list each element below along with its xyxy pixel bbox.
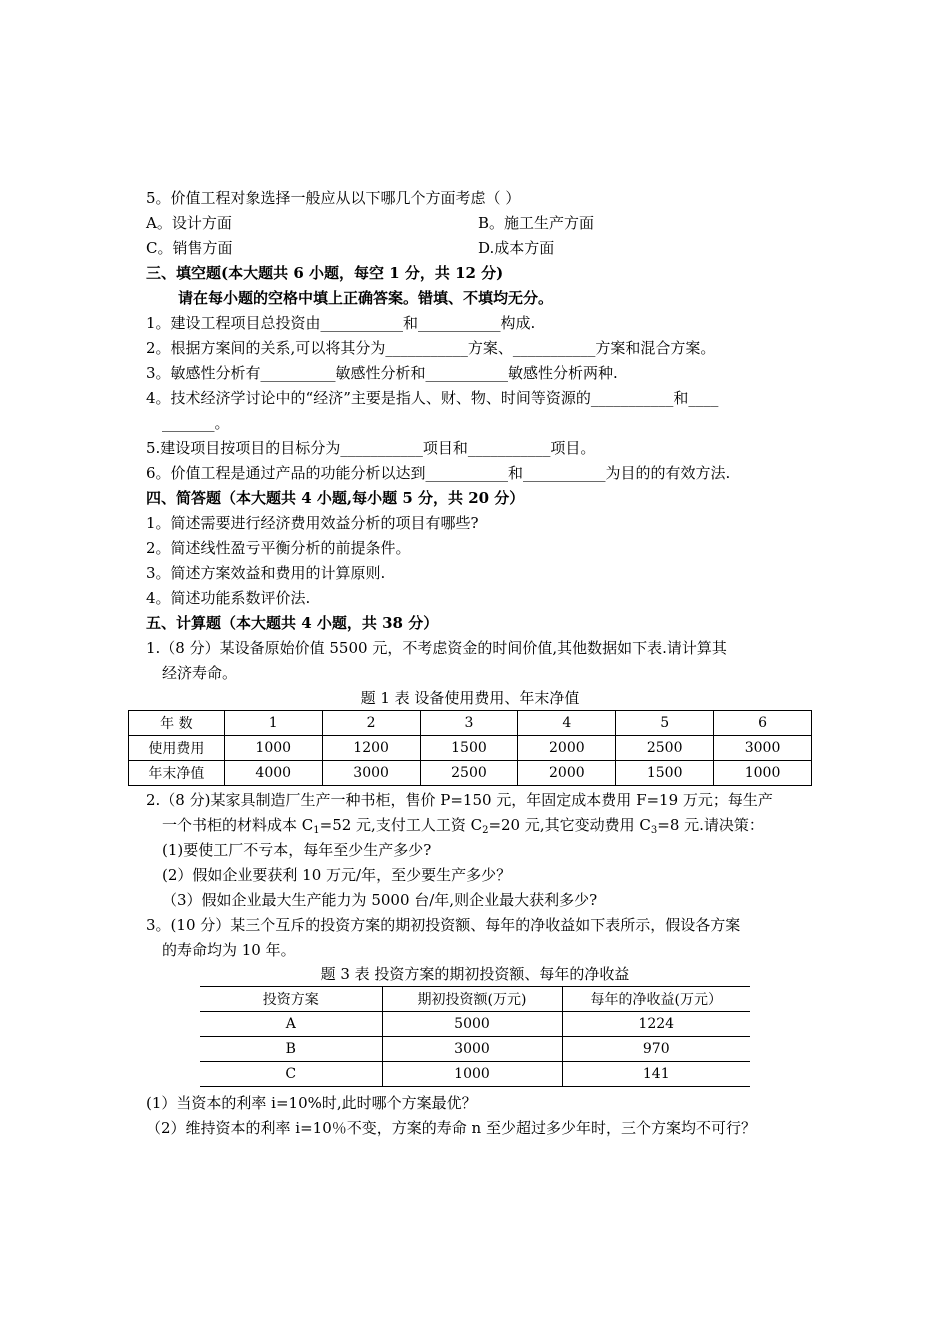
problem1-line2: 经济寿命。	[162, 664, 238, 682]
q5-option-c: C。销售方面	[146, 239, 233, 257]
q5-stem: 5。价值工程对象选择一般应从以下哪几个方面考虑（ ）	[146, 189, 521, 207]
problem2-sub-3: （3）假如企业最大生产能力为 5000 台/年,则企业最大获利多少?	[162, 891, 598, 909]
q5-option-a: A。设计方面	[146, 214, 232, 232]
table3-cell: 3000	[382, 1037, 562, 1062]
table1-cell: 4	[518, 711, 616, 736]
table1-cell: 3	[420, 711, 518, 736]
table3-row	[200, 1037, 750, 1062]
table3-cell: 1224	[562, 1012, 750, 1037]
fill-item-5: 5.建设项目按项目的目标分为___________项目和___________项目。	[146, 439, 596, 457]
table3-cell: 1000	[382, 1062, 562, 1087]
problem3-question-2: （2）维持资本的利率 i=10％不变，方案的寿命 n 至少超过多少年时，三个方案均不可行？	[146, 1119, 756, 1137]
problem2-sub-2: (2）假如企业要获利 10 万元/年，至少要生产多少？	[162, 866, 512, 884]
subscript: 3	[650, 825, 658, 836]
table1-cell: 使用费用	[129, 736, 225, 761]
table1-cell: 3000	[322, 761, 420, 786]
table3-header-cell: 每年的净收益(万元）	[562, 987, 750, 1012]
table1-cell: 1500	[616, 761, 714, 786]
table1-cell: 1	[224, 711, 322, 736]
problem2-line2	[162, 815, 764, 835]
table1-row	[129, 761, 812, 786]
table1-cell: 1000	[714, 761, 812, 786]
table3	[200, 986, 750, 1087]
table1-cell: 5	[616, 711, 714, 736]
table3-cell: B	[200, 1037, 382, 1062]
fill-item-1: 1。建设工程项目总投资由___________和___________构成.	[146, 314, 536, 332]
table1-cell: 4000	[224, 761, 322, 786]
fill-item-2: 2。根据方案间的关系,可以将其分为___________方案、___________方案和混合方案。	[146, 339, 716, 357]
short-answer-2: 2。简述线性盈亏平衡分析的前提条件。	[146, 539, 411, 557]
subscript: 2	[482, 825, 489, 836]
section4-title: 四、简答题（本大题共 4 小题,每小题 5 分，共 20 分）	[146, 489, 525, 507]
problem2-text: 一个书柜的材料成本 C	[162, 816, 314, 834]
table1-cell: 2000	[518, 761, 616, 786]
problem1-line1: 1.（8 分）某设备原始价值 5500 元，不考虑资金的时间价值,其他数据如下表.请计算其	[146, 639, 727, 657]
table1-cell: 1200	[322, 736, 420, 761]
table1-cell: 年末净值	[129, 761, 225, 786]
fill-item-4: 4。技术经济学讨论中的“经济”主要是指人、财、物、时间等资源的___________和____	[146, 389, 719, 407]
table3-row	[200, 1062, 750, 1087]
table1	[128, 710, 812, 786]
problem3-line2: 的寿命均为 10 年。	[162, 941, 296, 959]
table1-cell: 6	[714, 711, 812, 736]
table1-cell: 3000	[714, 736, 812, 761]
fill-item-4-cont: _______。	[162, 414, 230, 432]
table3-header-cell: 期初投资额(万元)	[382, 987, 562, 1012]
fill-item-6: 6。价值工程是通过产品的功能分析以达到___________和___________为目的的有效方法.	[146, 464, 731, 482]
table1-row	[129, 711, 812, 736]
table1-caption: 题 1 表 设备使用费用、年末净值	[360, 689, 580, 707]
table1-cell: 年 数	[129, 711, 225, 736]
subscript: 1	[313, 825, 320, 836]
table1-cell: 2500	[616, 736, 714, 761]
problem3-question-1: (1）当资本的利率 i=10%时,此时哪个方案最优？	[146, 1094, 477, 1112]
problem3-line1: 3。(10 分）某三个互斥的投资方案的期初投资额、每年的净收益如下表所示，假设各方案	[146, 916, 741, 934]
table3-row	[200, 1012, 750, 1037]
problem2-text: =20 元,其它变动费用 C	[488, 816, 651, 834]
table1-cell: 2000	[518, 736, 616, 761]
table3-cell: 141	[562, 1062, 750, 1087]
section3-title: 三、填空题(本大题共 6 小题，每空 1 分，共 12 分)	[146, 264, 504, 282]
table1-cell: 1000	[224, 736, 322, 761]
problem2-text: =8 元.请决策：	[657, 816, 764, 834]
short-answer-1: 1。简述需要进行经济费用效益分析的项目有哪些?	[146, 514, 479, 532]
table3-cell: 5000	[382, 1012, 562, 1037]
problem2-line1: 2.（8 分)某家具制造厂生产一种书柜，售价 P=150 元，年固定成本费用 F=19 万元；每生产	[146, 791, 773, 809]
short-answer-4: 4。简述功能系数评价法.	[146, 589, 311, 607]
table3-cell: C	[200, 1062, 382, 1087]
q5-option-b: B。施工生产方面	[478, 214, 595, 232]
table3-caption: 题 3 表 投资方案的期初投资额、每年的净收益	[320, 965, 630, 983]
table3-header-row	[200, 987, 750, 1012]
table1-cell: 2	[322, 711, 420, 736]
problem2-text: =52 元,支付工人工资 C	[319, 816, 483, 834]
fill-item-3: 3。敏感性分析有__________敏感性分析和___________敏感性分析两种.	[146, 364, 618, 382]
table1-cell: 2500	[420, 761, 518, 786]
table3-header-cell: 投资方案	[200, 987, 382, 1012]
table1-cell: 1500	[420, 736, 518, 761]
q5-option-d: D.成本方面	[478, 239, 555, 257]
short-answer-3: 3。简述方案效益和费用的计算原则.	[146, 564, 386, 582]
table3-cell: A	[200, 1012, 382, 1037]
table3-cell: 970	[562, 1037, 750, 1062]
problem2-sub-1: (1)要使工厂不亏本，每年至少生产多少?	[162, 841, 432, 859]
table1-row	[129, 736, 812, 761]
section3-instruction: 请在每小题的空格中填上正确答案。错填、不填均无分。	[178, 289, 554, 307]
section5-title: 五、计算题（本大题共 4 小题，共 38 分）	[146, 614, 439, 632]
